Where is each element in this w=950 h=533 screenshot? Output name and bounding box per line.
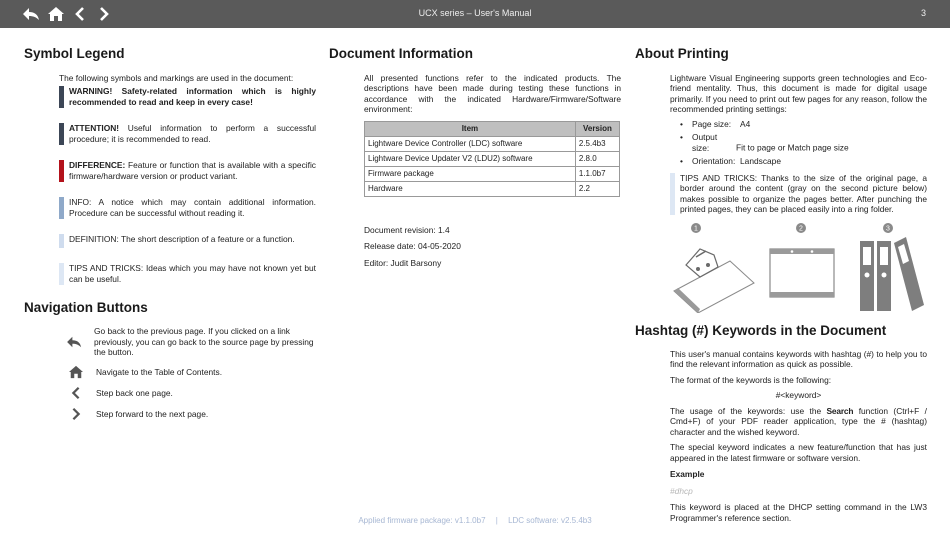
setting-key: Output size: [692, 132, 718, 153]
back-icon[interactable] [65, 335, 85, 349]
hashtag-p3 [670, 406, 927, 438]
release-date: Release date: 04-05-2020 [364, 241, 461, 252]
version-table [364, 121, 620, 197]
next-page-icon[interactable] [65, 407, 87, 421]
document-information-body [364, 73, 621, 269]
top-bar [0, 0, 950, 28]
legend-warning [59, 86, 316, 108]
right-column [635, 46, 927, 527]
previous-page-icon[interactable] [65, 386, 87, 400]
hashtag-format: #<keyword> [775, 390, 822, 401]
list-item [680, 156, 927, 167]
navigation-buttons-heading: Navigation Buttons [24, 300, 148, 316]
table-row [365, 136, 620, 151]
nav-previous-text: Step back one page. [96, 387, 173, 398]
symbol-legend-intro: The following symbols and markings are used in the document: [59, 72, 294, 83]
hashtag-p5: This keyword is placed at the DHCP setting command in the LW3 Programmer's reference section. [670, 502, 927, 523]
middle-column [329, 46, 621, 272]
table-row [365, 151, 620, 166]
printing-figures-illustration [670, 221, 926, 313]
hashtag-p2: The format of the keywords is the following: [670, 374, 832, 385]
left-column [24, 46, 316, 428]
table-cell-item: Lightware Device Updater V2 (LDU2) software [365, 151, 576, 166]
hashtag-p3-a: The usage of the keywords: use the [670, 405, 827, 416]
hole-punch-illustration [674, 249, 754, 313]
table-cell-version: 2.2 [575, 181, 619, 196]
page-border-illustration [770, 249, 834, 297]
setting-key: Page size: [692, 118, 732, 129]
difference-marker [59, 160, 64, 182]
attention-marker [59, 123, 64, 145]
about-printing-intro: Lightware Visual Engineering supports green technologies and Eco-friend mentality. Thus, this document is made for digital usage primarily. If you need to print out few pages for any reason, follow the recommended printing settings: [670, 72, 927, 115]
tips-marker [59, 263, 64, 285]
footer-software: LDC software: v2.5.4b3 [508, 516, 592, 525]
symbol-legend-body [59, 73, 316, 286]
nav-home-text: Navigate to the Table of Contents. [96, 366, 223, 377]
tips-marker [670, 173, 675, 215]
footer-firmware: Applied firmware package: v1.1.0b7 [358, 516, 486, 525]
figure-number-1 [691, 223, 701, 233]
figure-number-3 [883, 223, 893, 233]
hashtag-p4: The special keyword indicates a new feature/function that has just appeared in the latest firmware or software version. [670, 442, 927, 463]
setting-key: Orientation: [692, 156, 736, 167]
document-information-intro: All presented functions refer to the indicated products. The descriptions have been made during testing these functions in accordance with the indicated Hardware/Firmware/Software environment: [364, 72, 621, 115]
table-cell-item: Hardware [365, 181, 576, 196]
printing-tip-text: TIPS AND TRICKS: Thanks to the size of the original page, a border around the content (gray on the second picture below) makes possible to organize the pages better. After punching the printed pages, they can be placed easily into a ring folder. [680, 172, 927, 215]
table-cell-version: 2.5.4b3 [575, 136, 619, 151]
legend-info [59, 197, 316, 219]
legend-attention [59, 123, 316, 145]
figure-number-2 [796, 223, 806, 233]
info-marker [59, 197, 64, 219]
setting-value: Fit to page or Match page size [736, 142, 849, 153]
document-information-heading: Document Information [329, 46, 473, 61]
footer [0, 516, 950, 526]
table-header-item: Item [365, 121, 576, 136]
list-item [680, 119, 927, 130]
figure-number-3-text: 3 [886, 225, 890, 233]
definition-marker [59, 234, 64, 248]
nav-row-next [90, 407, 316, 421]
legend-difference-text: Feature or function that is available with a specific firmware/hardware version or product variant. [69, 160, 316, 181]
editor: Editor: Judit Barsony [364, 257, 442, 268]
nav-next-text: Step forward to the next page. [96, 408, 209, 419]
printing-tip [670, 173, 927, 215]
warning-marker [59, 86, 64, 108]
symbol-legend-heading: Symbol Legend [24, 46, 125, 61]
search-keyword: Search [826, 405, 854, 416]
list-item [680, 132, 927, 153]
nav-row-previous [90, 386, 316, 400]
legend-warning-bold: WARNING! Safety-related information which is highly recommended to read and keep in every case! [69, 86, 316, 107]
legend-difference-bold: DIFFERENCE: [69, 160, 126, 171]
figure-number-1-text: 1 [694, 225, 698, 233]
home-icon[interactable] [65, 365, 87, 379]
about-printing-body [670, 73, 927, 313]
legend-difference [59, 160, 316, 182]
figure-number-2-text: 2 [799, 225, 803, 233]
table-cell-item: Firmware package [365, 166, 576, 181]
legend-definition [59, 234, 316, 248]
hashtag-body [670, 349, 927, 524]
legend-tips [59, 263, 316, 285]
nav-back-text: Go back to the previous page. If you clicked on a link previously, you can go back to the source page by pressing the button. [94, 326, 314, 358]
legend-attention-bold: ATTENTION! [69, 123, 120, 134]
table-row [365, 181, 620, 196]
example-heading: Example [670, 469, 705, 480]
setting-value: A4 [740, 118, 751, 129]
print-settings-list [680, 119, 927, 167]
hashtag-heading: Hashtag (#) Keywords in the Document [635, 322, 887, 338]
about-printing-heading: About Printing [635, 46, 729, 61]
example-hashtag[interactable]: #dhcp [670, 485, 693, 496]
nav-row-home [90, 365, 316, 379]
nav-row-back [90, 326, 316, 358]
document-title: UCX series – User's Manual [418, 8, 532, 18]
table-row [365, 166, 620, 181]
table-cell-version: 2.8.0 [575, 151, 619, 166]
footer-separator: | [495, 516, 498, 525]
table-cell-version: 1.1.0b7 [575, 166, 619, 181]
page-number: 3 [920, 8, 926, 18]
table-cell-item: Lightware Device Controller (LDC) software [365, 136, 576, 151]
setting-value: Landscape [740, 156, 781, 167]
ring-folders-illustration [860, 237, 924, 311]
hashtag-p3-b: function (Ctrl+F / Cmd+F) of your PDF reader application, type the # (hashtag) character and the wished keyword. [670, 405, 927, 437]
legend-info-text: INFO: A notice which may contain additional information. Procedure can be successful without reading it. [69, 197, 316, 218]
navigation-buttons-list [90, 326, 316, 421]
table-header-version: Version [575, 121, 619, 136]
table-header-row [365, 121, 620, 136]
hashtag-p1: This user's manual contains keywords with hashtag (#) to help you to find the relevant information as quick as possible. [670, 348, 927, 370]
legend-definition-text: DEFINITION: The short description of a feature or a function. [69, 234, 295, 245]
printing-figures [670, 221, 927, 313]
document-revision: Document revision: 1.4 [364, 224, 450, 235]
legend-tips-text: TIPS AND TRICKS: Ideas which you may have not known yet but can be useful. [69, 263, 316, 284]
legend-attention-text: Useful information to perform a successful procedure; it is recommended to read. [69, 123, 316, 144]
